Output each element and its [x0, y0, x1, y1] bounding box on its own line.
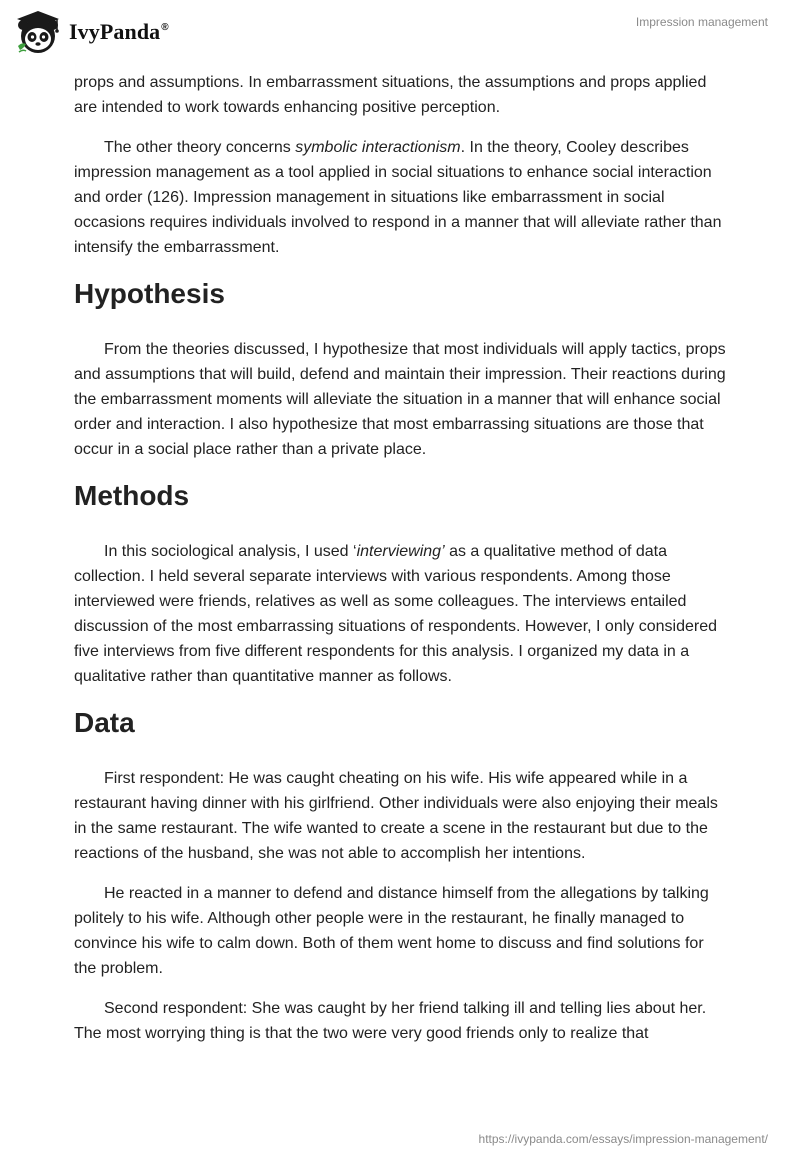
heading-hypothesis: Hypothesis	[74, 278, 225, 309]
heading-data: Data	[74, 707, 135, 738]
paragraph-text: as a qualitative method of data collection. I held several separate interviews with various respondents. Among those interviewed were friends, relatives as well as some colleagues. The interviews entailed discussion of the most embarrassing situations of respondents. However, I only considered five interviews from five different respondents for this analysis. I organized my data in a qualitative rather than quantitative manner as follows.	[74, 543, 717, 685]
footer-url[interactable]: https://ivypanda.com/essays/impression-management/	[478, 1132, 768, 1146]
paragraph-text: The other theory concerns	[104, 139, 296, 156]
paragraph-symbolic-interactionism	[74, 135, 726, 260]
paragraph-text: In this sociological analysis, I used ‘	[104, 543, 357, 560]
paragraph-data-second-respondent: Second respondent: She was caught by her friend talking ill and telling lies about her. The most worrying thing is that the two were very good friends only to realize that	[74, 1000, 707, 1042]
heading-methods: Methods	[74, 480, 190, 511]
essay-content	[74, 70, 726, 1061]
paragraph-intro: props and assumptions. In embarrassment situations, the assumptions and props applied are intended to work towards enhancing positive perception.	[74, 74, 707, 116]
registered-mark: ®	[161, 22, 169, 33]
page-header-title: Impression management	[635, 15, 768, 29]
emphasis-term: interviewing’	[356, 543, 445, 560]
paragraph-data-first-respondent: First respondent: He was caught cheating on his wife. His wife appeared while in a restaurant having dinner with his girlfriend. Other individuals were also enjoying their meals in the same restaurant. The wife wanted to create a scene in the restaurant but due to the reactions of the husband, she was not able to accomplish her intentions.	[74, 770, 718, 862]
paragraph-methods	[74, 539, 726, 689]
panda-graduate-icon	[14, 8, 62, 56]
paragraph-hypothesis: From the theories discussed, I hypothesize that most individuals will apply tactics, props and assumptions that will build, defend and maintain their impression. Their reactions during the embarrassment moments will alleviate the situation in a manner that will enhance social order and interaction. I also hypothesize that most embarrassing situations are those that occur in a social place rather than a private place.	[74, 341, 726, 458]
emphasis-term: symbolic interactionism	[295, 139, 461, 156]
brand-name	[69, 19, 169, 45]
paragraph-data-reaction: He reacted in a manner to defend and distance himself from the allegations by talking politely to his wife. Although other people were in the restaurant, he finally managed to convince his wife to calm down. Both of them went home to discuss and find solutions for the problem.	[74, 885, 709, 977]
brand-logo[interactable]	[14, 8, 169, 56]
brand-name-text: IvyPanda	[69, 19, 161, 44]
paragraph-text: . In the theory, Cooley describes impression management as a tool applied in social situations to enhance social interaction and order (126). Impression management in situations like embarrassment in social occasions requires individuals involved to respond in a manner that will alleviate rather than intensify the embarrassment.	[74, 139, 722, 256]
